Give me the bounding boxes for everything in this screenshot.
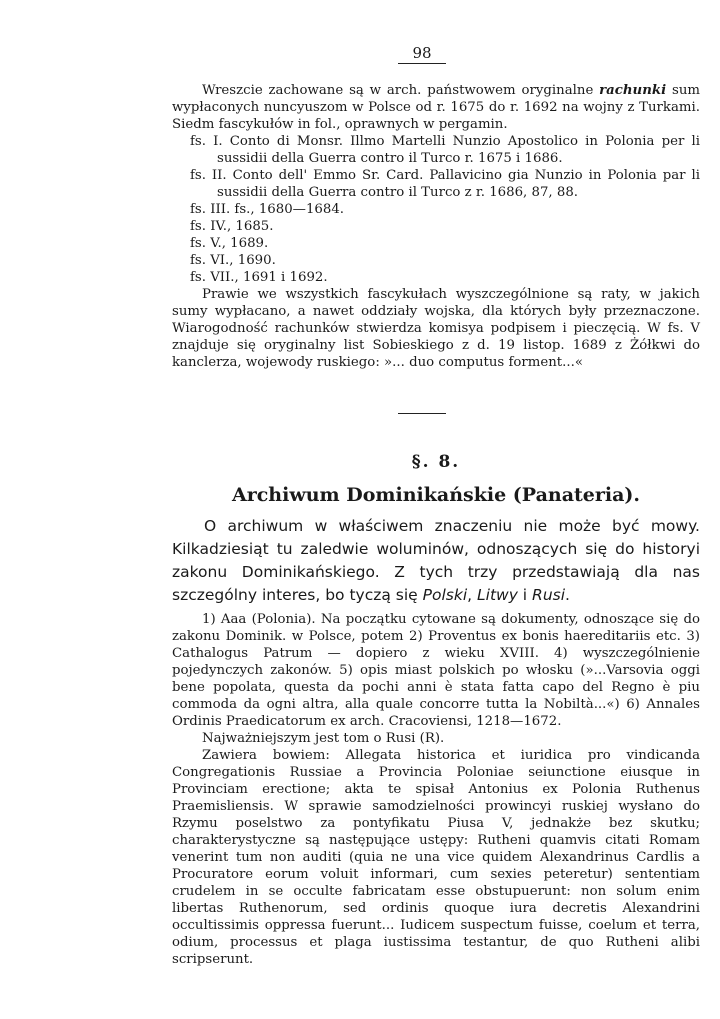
fascicle-entry-7: fs. VII., 1691 i 1692. <box>190 270 328 285</box>
volumes-list-paragraph: 1) Aaa (Polonia). Na początku cytowane są dokumenty, odnoszące się do zakonu Dominik. w Polsce, potem 2) Proventus ex bonis haereditariis etc. 3) Cathalogus Patrum — dopiero z wieku XVIII. 4) wyszczególnienie pojedynczych zakonów. 5) opis miast polskich po włosku (»...Varsovia oggi bene popolata, questa da pochi anni è stata fatta capo del Regno è piu commoda da ogni altra, alla quale concorre tutta la Nobiltà...«) 6) Annales Ordinis Praedicatorum ex arch. Cracoviensi, 1218—1672. <box>172 612 700 729</box>
fascicle-entry-6: fs. VI., 1690. <box>190 253 276 268</box>
lead-text: O archiwum w właściwem znaczeniu nie może być mowy. Kilkadziesiąt tu zaledwie woluminów, odnoszących się do historyi zakonu Dominikańskiego. Z tych trzy przedstawiają dla nas szczególny interes, bo tyczą się <box>172 517 700 604</box>
closing-paragraph: Prawie we wszystkich fascykułach wyszczególnione są raty, w jakich sumy wypłacano, a nawet oddziały wojska, dla których były przeznaczone. Wiarogodność rachunków stwierdza komisya podpisem i pieczęcią. W fs. V znajduje się oryginalny list Sobieskiego z d. 19 listop. 1689 z Żółkwi do kanclerza, wojewody ruskiego: »... duo computus forment...« <box>172 287 700 370</box>
top-text-block <box>172 82 700 371</box>
volumes-text-block <box>172 611 700 968</box>
fascicle-entry-3: fs. III. fs., 1680—1684. <box>190 202 345 217</box>
fascicle-entry-1: fs. I. Conto di Monsr. Illmo Martelli Nunzio Apostolico in Polonia per li sussidii della Guerra contro il Turco r. 1675 i 1686. <box>190 134 700 166</box>
fascicle-entry-2: fs. II. Conto dell' Emmo Sr. Card. Pallavicino gia Nunzio in Polonia par li sussidii della Guerra contro il Turco z r. 1686, 87, 88. <box>190 168 700 200</box>
lead-separator-1: , <box>467 586 477 604</box>
lead-text-block <box>172 515 700 607</box>
intro-paragraph <box>172 82 700 133</box>
fascicle-entry-4: fs. IV., 1685. <box>190 219 274 234</box>
lead-italic-polski: Polski <box>422 586 468 604</box>
section-number: §. 8. <box>411 452 461 472</box>
intro-text: Wreszcie zachowane są w arch. państwowem oryginalne <box>202 83 600 98</box>
lead-italic-litwy: Litwy <box>477 586 518 604</box>
lead-paragraph <box>172 515 700 607</box>
contents-paragraph: Zawiera bowiem: Allegata historica et iuridica pro vindicanda Congregationis Russiae a Provincia Poloniae seiunctione eiusque in Provinciam erectione; akta te spisał Antonius ex Polonia Ruthenus Praemisliensis. W sprawie samodzielności prowincyi ruskiej wysłano do Rzymu poselstwo za pontyfikatu Piusa V, jednakże bez skutku; charakterystyczne są następujące ustępy: Rutheni quamvis citati Romam venerint tum non auditi (quia ne una vice quidem Alexandrinus Cardlis a Procuratore eorum voluit informari, cum sexies peteretur) sententiam crudelem in se occulte fabricatam esse obstupuerunt: non solum enim libertas Ruthenorum, sed ordinis quoque iura decretis Alexandrini occultissimis oppressa fuerunt... Iudicem suspectum fuisse, coelum et terra, odium, processus et plaga iustissima testantur, de quo Rutheni alibi scripserunt. <box>172 748 700 967</box>
lead-italic-rusi: Rusi <box>532 586 566 604</box>
section-title: Archiwum Dominikańskie (Panateria). <box>231 484 641 506</box>
important-volume-line: Najważniejszym jest tom o Rusi (R). <box>202 731 445 746</box>
section-divider <box>398 413 446 414</box>
fascicle-entry-5: fs. V., 1689. <box>190 236 269 251</box>
lead-end: . <box>565 586 570 604</box>
lead-separator-2: i <box>517 586 533 604</box>
intro-text-end: sum wypłaconych nuncyuszom w Polsce od r. 1675 do r. 1692 na wojny z Turkami. Siedm fascykułów in fol., oprawnych w pergamin. <box>172 83 700 132</box>
page-number: 98 <box>398 44 446 64</box>
intro-italic-word: rachunki <box>599 83 667 98</box>
